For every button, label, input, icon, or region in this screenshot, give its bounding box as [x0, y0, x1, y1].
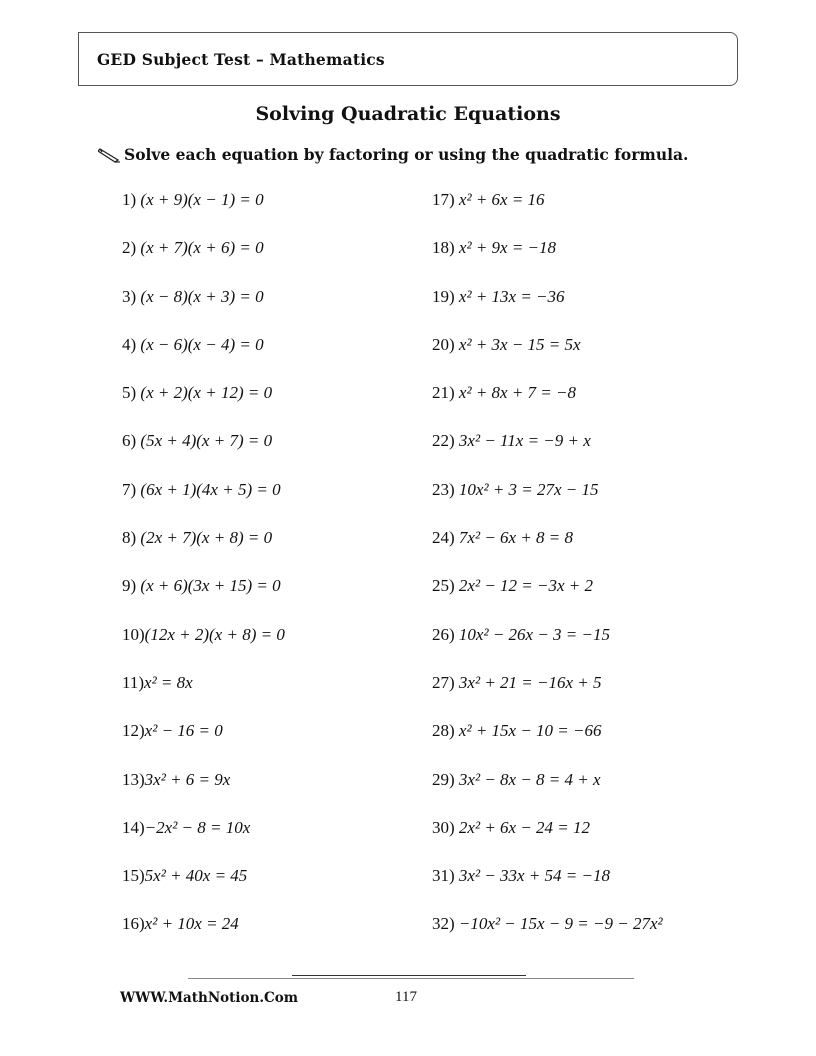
- problem-item: [122, 624, 285, 672]
- problem-equation: (x − 8)(x + 3) = 0: [136, 286, 264, 306]
- problem-number: 4): [122, 334, 137, 354]
- problem-item: [432, 479, 663, 527]
- problem-equation: 5x² + 40x = 45: [144, 866, 248, 886]
- problem-equation: (x + 6)(3x + 15) = 0: [136, 576, 281, 596]
- footer-divider: [188, 978, 634, 979]
- problem-equation: x² − 16 = 0: [144, 721, 223, 741]
- problem-item: [432, 575, 663, 623]
- problem-equation: (2x + 7)(x + 8) = 0: [136, 528, 273, 548]
- instructions-text: Solve each equation by factoring or using the quadratic formula.: [124, 145, 689, 164]
- problem-item: [122, 430, 285, 478]
- problem-equation: x² + 6x = 16: [454, 190, 545, 209]
- problem-item: [432, 769, 663, 817]
- problem-number: 24): [432, 528, 455, 548]
- problem-equation: 3x² − 33x + 54 = −18: [454, 866, 610, 886]
- problem-equation: x² + 10x = 24: [144, 914, 239, 934]
- problem-item: [432, 334, 663, 382]
- problem-number: 11): [122, 672, 145, 692]
- problem-number: 14): [122, 817, 145, 837]
- pencil-icon: [98, 147, 122, 167]
- problem-number: 16): [122, 914, 145, 934]
- instructions: [98, 145, 688, 167]
- problem-number: 21): [432, 383, 455, 403]
- problem-number: 19): [432, 286, 455, 306]
- problem-number: 12): [122, 721, 145, 741]
- problem-equation: (6x + 1)(4x + 5) = 0: [136, 479, 281, 499]
- problem-item: [432, 286, 663, 334]
- problem-number: 29): [432, 769, 455, 789]
- problem-equation: (x − 6)(x − 4) = 0: [136, 334, 264, 354]
- problem-number: 28): [432, 721, 455, 741]
- problem-equation: 7x² − 6x + 8 = 8: [454, 528, 574, 548]
- problem-number: 30): [432, 817, 455, 837]
- problem-item: [122, 575, 285, 623]
- problem-number: 13): [122, 769, 145, 789]
- page-number: 117: [395, 989, 417, 1005]
- problem-number: 25): [432, 576, 455, 596]
- problem-number: 27): [432, 672, 455, 692]
- problem-equation: (x + 2)(x + 12) = 0: [136, 383, 273, 403]
- problem-equation: −10x² − 15x − 9 = −9 − 27x²: [454, 914, 663, 934]
- problem-number: 31): [432, 866, 455, 886]
- problem-number: 10): [122, 624, 145, 644]
- problem-item: [432, 237, 663, 285]
- problem-equation: 3x² − 11x = −9 + x: [454, 431, 591, 451]
- problem-item: [122, 817, 285, 865]
- problem-number: 8): [122, 528, 137, 548]
- problem-equation: 2x² + 6x − 24 = 12: [454, 817, 591, 837]
- problem-equation: (12x + 2)(x + 8) = 0: [144, 624, 285, 644]
- problem-number: 26): [432, 624, 455, 644]
- problem-number: 7): [122, 479, 137, 499]
- problem-item: [432, 865, 663, 913]
- problems-left-column: [122, 189, 285, 962]
- problem-number: 5): [122, 383, 137, 403]
- problem-number: 15): [122, 866, 145, 886]
- problem-item: [432, 720, 663, 768]
- problem-number: 18): [432, 238, 455, 258]
- problem-item: [432, 913, 663, 961]
- problem-number: 9): [122, 576, 137, 596]
- problem-number: 1): [122, 190, 137, 209]
- problem-equation: (x + 7)(x + 6) = 0: [136, 238, 264, 258]
- problem-equation: (x + 9)(x − 1) = 0: [136, 190, 264, 209]
- problem-equation: 3x² − 8x − 8 = 4 + x: [454, 769, 601, 789]
- problem-item: [432, 624, 663, 672]
- problem-equation: 3x² + 6 = 9x: [144, 769, 231, 789]
- problems-right-column: [432, 189, 663, 962]
- problem-equation: −2x² − 8 = 10x: [144, 817, 251, 837]
- problem-item: [432, 430, 663, 478]
- problem-number: 22): [432, 431, 455, 451]
- problem-number: 17): [432, 190, 455, 209]
- problem-equation: x² + 13x = −36: [454, 286, 565, 306]
- problem-equation: x² = 8x: [144, 672, 193, 692]
- problem-item: [122, 672, 285, 720]
- problem-item: [122, 479, 285, 527]
- problem-item: [122, 527, 285, 575]
- problem-equation: 10x² − 26x − 3 = −15: [454, 624, 610, 644]
- problem-equation: x² + 9x = −18: [454, 238, 557, 258]
- problem-equation: x² + 8x + 7 = −8: [454, 383, 576, 403]
- problem-number: 6): [122, 431, 137, 451]
- header-subject: GED Subject Test – Mathematics: [97, 50, 385, 69]
- problem-item: [432, 382, 663, 430]
- problem-item: [432, 527, 663, 575]
- problem-equation: x² + 3x − 15 = 5x: [454, 334, 581, 354]
- problem-number: 23): [432, 479, 455, 499]
- page-title: Solving Quadratic Equations: [255, 103, 561, 125]
- problem-item: [122, 913, 285, 961]
- problem-item: [432, 672, 663, 720]
- problem-item: [122, 237, 285, 285]
- problem-item: [122, 334, 285, 382]
- problem-equation: x² + 15x − 10 = −66: [454, 721, 602, 741]
- footer-url: WWW.MathNotion.Com: [120, 990, 299, 1006]
- problem-equation: 3x² + 21 = −16x + 5: [454, 672, 602, 692]
- problem-item: [122, 382, 285, 430]
- problem-equation: 10x² + 3 = 27x − 15: [454, 479, 599, 499]
- problem-item: [432, 817, 663, 865]
- problem-number: 2): [122, 238, 137, 258]
- header-box: [78, 32, 738, 86]
- problem-number: 32): [432, 914, 455, 934]
- problem-equation: (5x + 4)(x + 7) = 0: [136, 431, 273, 451]
- problem-number: 3): [122, 286, 137, 306]
- problem-number: 20): [432, 334, 455, 354]
- problem-item: [122, 769, 285, 817]
- problem-item: [432, 189, 663, 237]
- footer-divider-dark: [292, 975, 526, 976]
- problem-equation: 2x² − 12 = −3x + 2: [454, 576, 593, 596]
- problem-item: [122, 286, 285, 334]
- problem-item: [122, 865, 285, 913]
- problem-item: [122, 189, 285, 237]
- problem-item: [122, 720, 285, 768]
